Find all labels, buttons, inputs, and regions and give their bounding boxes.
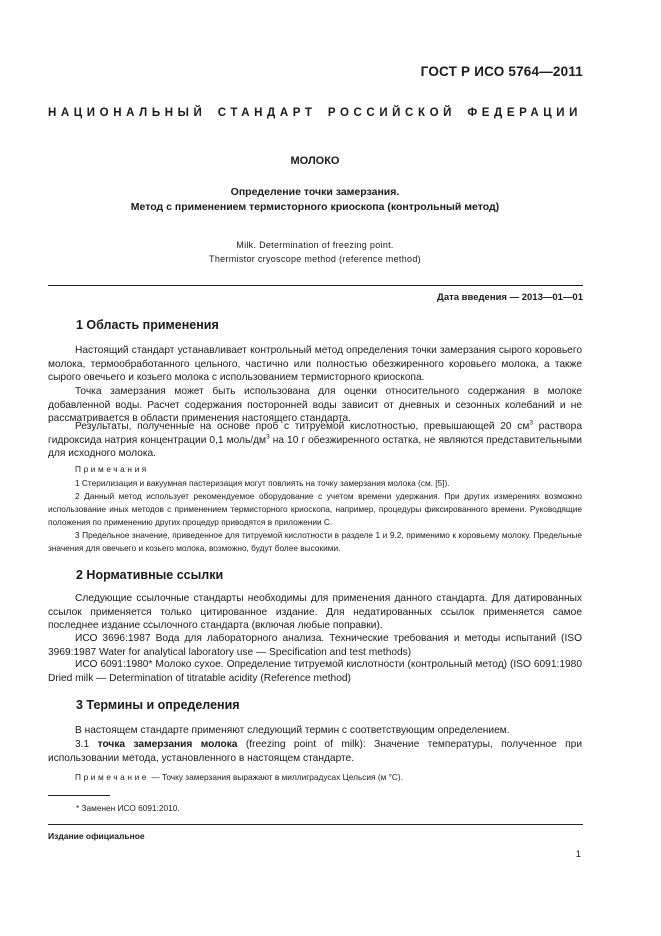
banner-word-1: НАЦИОНАЛЬНЫЙ <box>48 107 207 119</box>
document-subtitle <box>48 185 582 215</box>
section-2-paragraph-1: Следующие ссылочные стандарты необходимы для применения данного стандарта. Для датированных ссылок применяется только цитированное издание. Для недатированных ссылок применяется самое последнее издание ссылочного стандарта (включая любые поправки). <box>48 593 582 632</box>
section-1-paragraph-2: Точка замерзания может быть использована для оценки относительного содержания в молоке добавленной воды. Расчет содержания посторонней воды зависит от дневных и сезонных колебаний и не рассматривается в области применения настоящего стандарта. <box>48 386 582 425</box>
subtitle-line-2: Метод с применением термисторного криоскопа (контрольный метод) <box>130 201 500 213</box>
section-3-note <box>48 771 582 784</box>
p3-sup-2: 3 <box>266 433 270 441</box>
section-1-notes-label-wrap <box>48 463 582 476</box>
english-title <box>48 238 582 266</box>
section-3-heading: 3 Термины и определения <box>76 698 240 712</box>
section-1-paragraph-3 <box>48 420 582 461</box>
section-3-note-text: — Точку замерзания выражают в миллиградусах Цельсия (м °С). <box>149 772 403 782</box>
section-1-notes-label: Примечания <box>75 464 149 474</box>
term-description: (freezing point of milk): Значение температуры, полученное при использовании метода, установленного в настоящем стандарте. <box>48 739 583 764</box>
header-divider <box>48 285 583 286</box>
term-name: точка замерзания молока <box>97 739 238 750</box>
english-title-line-2: Thermistor cryoscope method (reference method) <box>209 254 421 264</box>
footnote-divider <box>48 795 110 796</box>
section-3-paragraph-1: В настоящем стандарте применяют следующий термин с соответствующим определением. <box>75 725 510 736</box>
gost-identifier: ГОСТ Р ИСО 5764—2011 <box>420 64 583 79</box>
subtitle-line-1: Определение точки замерзания. <box>230 186 400 198</box>
banner-word-4: ФЕДЕРАЦИИ <box>467 107 582 119</box>
p3-sup-1: 3 <box>529 419 533 427</box>
p3-part-c: на 10 г обезжиренного остатка, не являются представительными для исходного молока. <box>48 434 582 460</box>
section-1-note-1: 1 Стерилизация и вакуумная пастеризация могут повлиять на точку замерзания молока (см. [5]). <box>75 478 450 488</box>
banner-word-2: СТАНДАРТ <box>217 107 317 119</box>
section-1-note-3: 3 Предельное значение, приведенное для титруемой кислотности в разделе 1 и 9.2, применимо к коровьему молоку. Предельные значения для овечьего и козьего молока, возможно, будут более высокими. <box>48 530 582 553</box>
section-2-reference-2: ИСО 6091:1980* Молоко сухое. Определение титруемой кислотности (контрольный метод) (ISO 6091:1980 Dried milk — Determination of titratable acidity (Reference method) <box>48 659 582 684</box>
section-3-term-definition <box>48 738 582 765</box>
banner-word-3: РОССИЙСКОЙ <box>327 107 456 119</box>
document-title: МОЛОКО <box>290 155 340 167</box>
section-1-paragraph-1: Настоящий стандарт устанавливает контрольный метод определения точки замерзания сырого коровьего молока, термообработанного цельного, частично или полностью обезжиренного коровьего молока, а также сырого овечьего и козьего молока с использованием термисторного криоскопа. <box>48 345 582 384</box>
national-standard-banner <box>48 107 582 119</box>
section-3-note-label: Примечание <box>75 772 150 782</box>
section-2-heading: 2 Нормативные ссылки <box>76 568 224 582</box>
footer-divider <box>48 824 583 825</box>
p3-part-a: Результаты, полученные на основе проб с титруемой кислотностью, превышающей 20 см <box>75 421 530 432</box>
section-2-reference-1: ИСО 3696:1987 Вода для лабораторного анализа. Технические требования и методы испытаний (ISO 3969:1987 Water for analytical laboratory use — Specification and test methods) <box>48 633 582 658</box>
section-1-note-2: 2 Данный метод использует рекомендуемое оборудование с учетом времени удержания. При других измерениях возможно использование иных методов с применением термисторного криоскопа, например, процедуры фиксированного времени. Руководящие положения по применению других процедур приводятся в приложении С. <box>48 491 582 527</box>
page-number: 1 <box>575 849 581 860</box>
p3-part-b: раствора гидроксида натрия концентрации 0,1 моль/дм <box>48 421 583 446</box>
effective-date: Дата введения — 2013—01—01 <box>437 292 583 303</box>
english-title-line-1: Milk. Determination of freezing point. <box>236 240 394 250</box>
term-number: 3.1 <box>75 739 90 750</box>
footnote-text: * Заменен ИСО 6091:2010. <box>76 803 180 813</box>
edition-label: Издание официальное <box>48 831 145 841</box>
section-1-heading: 1 Область применения <box>76 318 219 332</box>
